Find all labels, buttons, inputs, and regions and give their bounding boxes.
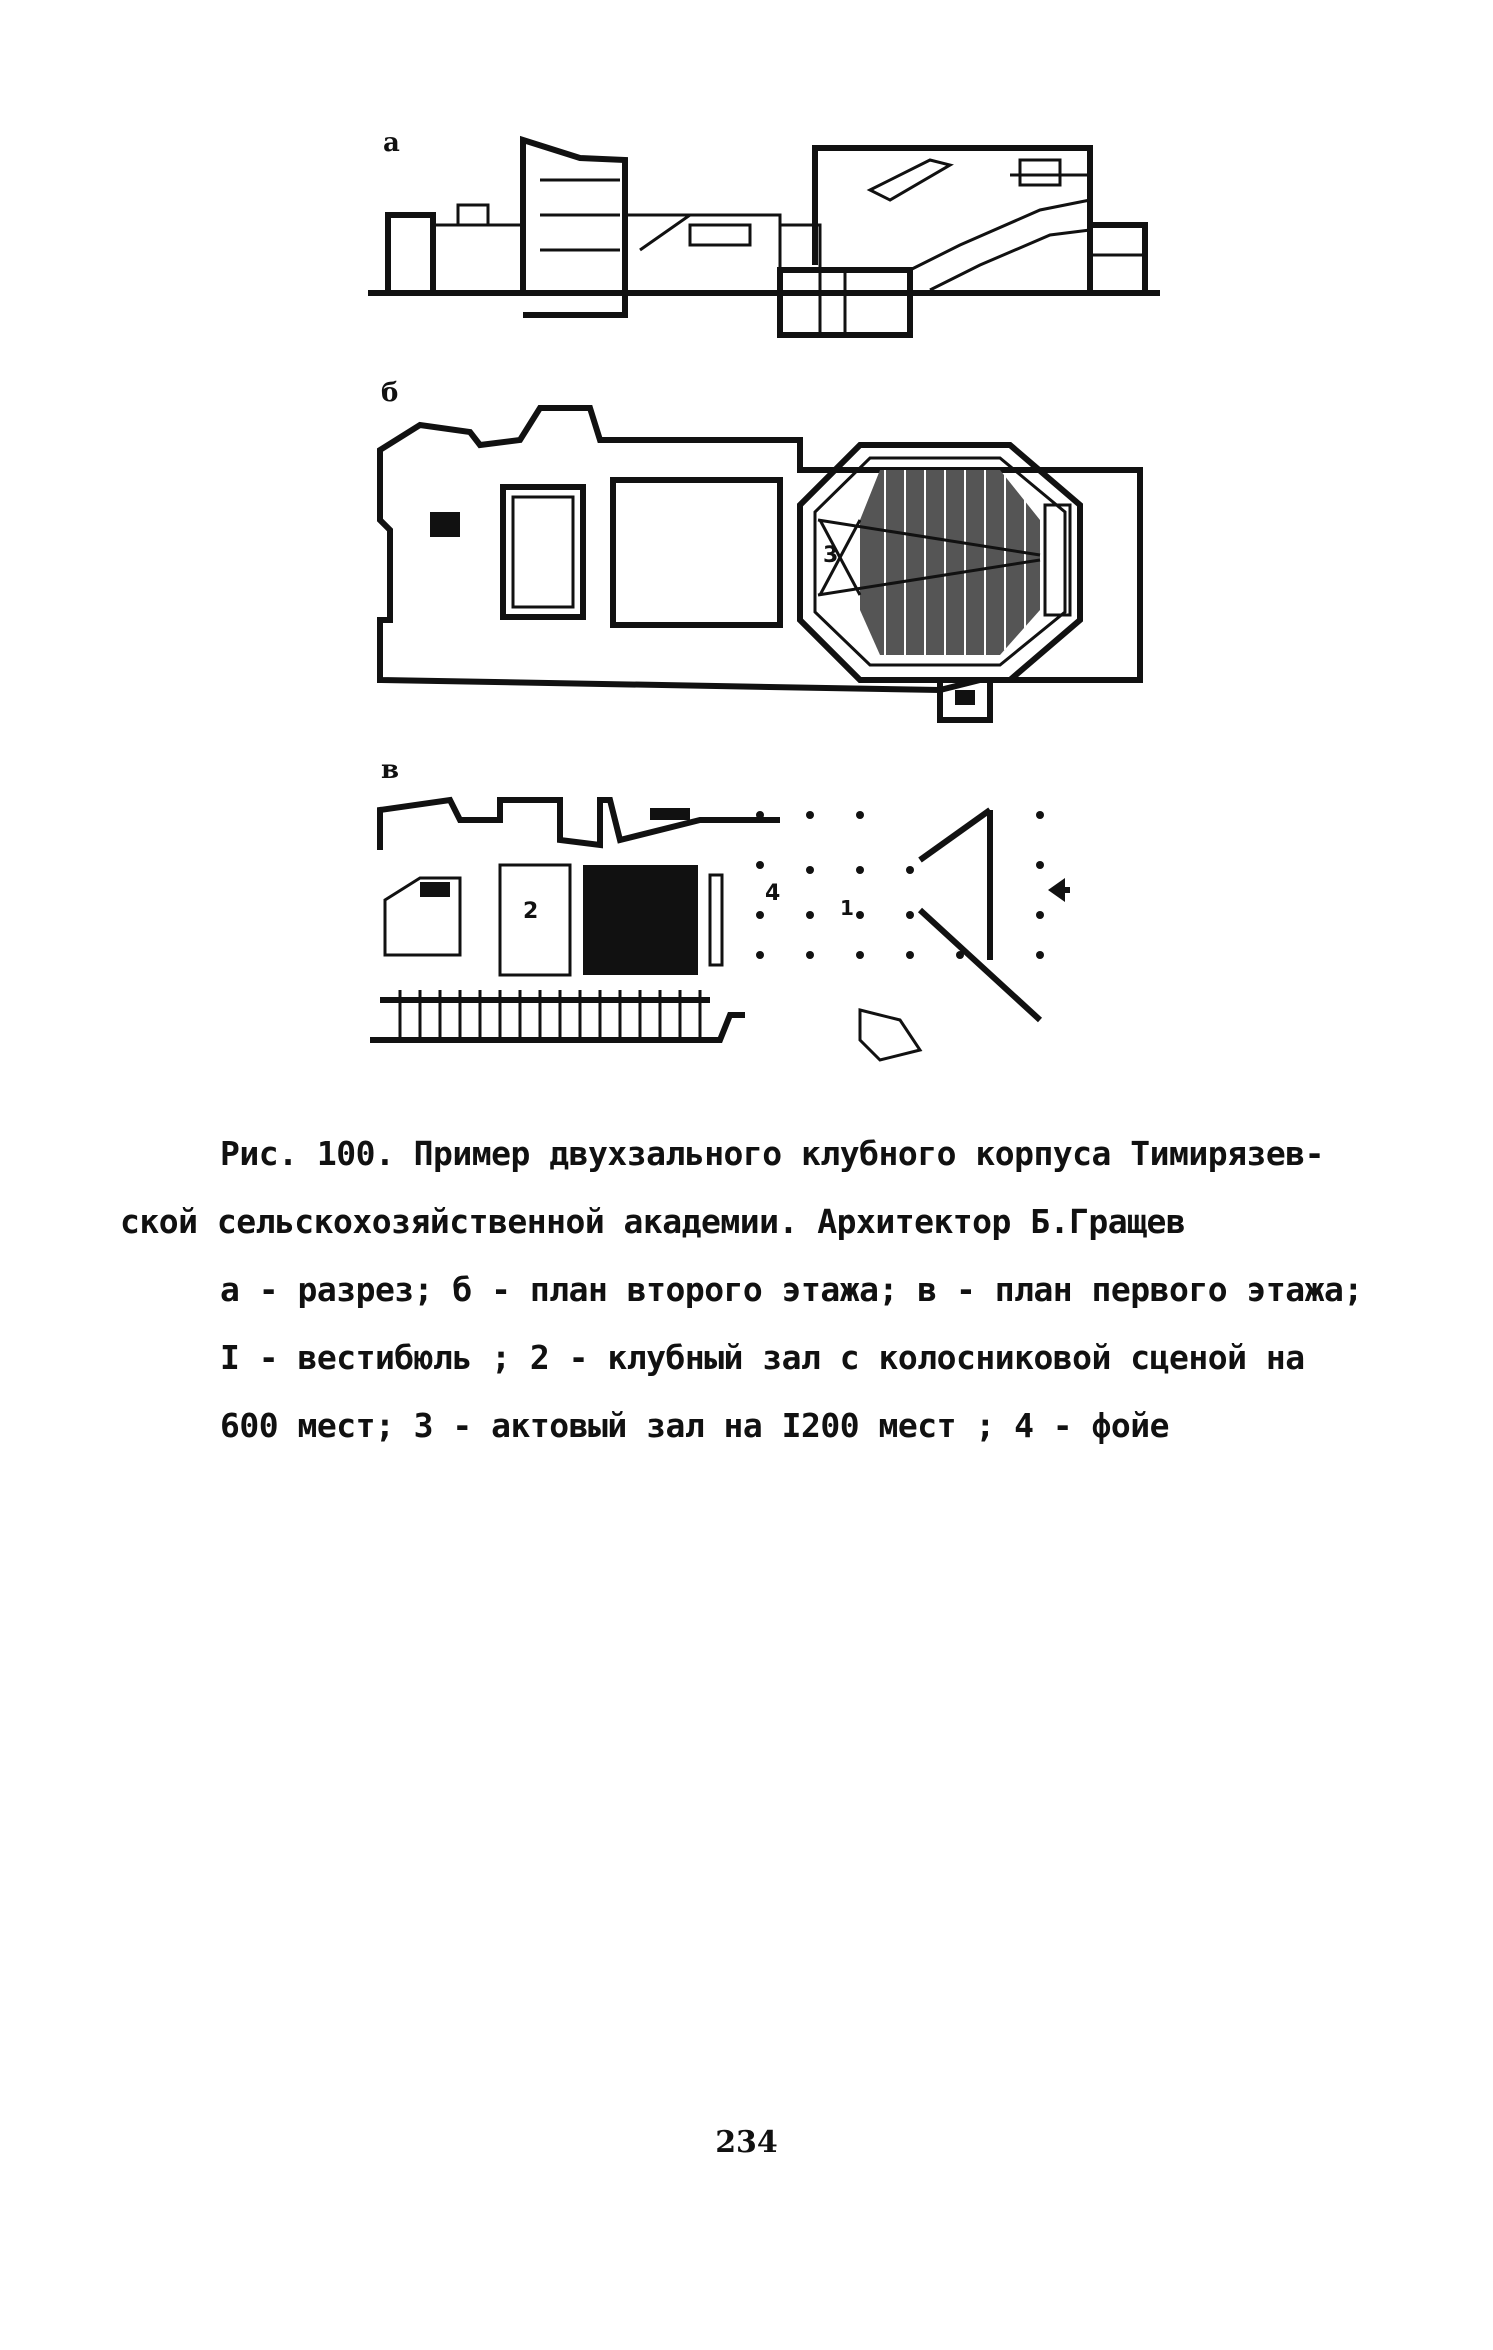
caption-line-1: Рис. 100. Пример двухзального клубного корпуса Тимирязев- <box>220 1134 1324 1173</box>
caption-line-2: ской сельскохозяйственной академии. Архитектор Б.Гращев <box>120 1202 1186 1241</box>
caption-line-4: I - вестибюль ; 2 - клубный зал с колосниковой сценой на <box>220 1338 1305 1377</box>
first-floor-plan <box>370 800 1070 1060</box>
page-number: 234 <box>715 2125 778 2160</box>
second-floor-plan <box>380 408 1140 720</box>
architectural-figure <box>0 0 1493 1080</box>
figure-caption <box>120 1120 1400 1460</box>
caption-line-3: а - разрез; б - план второго этажа; в - план первого этажа; <box>220 1270 1363 1309</box>
caption-line-5: 600 мест; 3 - актовый зал на I200 мест ; 4 - фойе <box>220 1406 1170 1445</box>
label-b: б <box>381 378 399 408</box>
section-drawing <box>368 140 1160 335</box>
hall-number-3: 3 <box>823 543 839 568</box>
hall-number-1: 1 <box>840 896 854 920</box>
hall-number-2: 2 <box>523 899 539 924</box>
hall-number-4: 4 <box>765 881 781 906</box>
label-v: в <box>381 755 400 785</box>
label-a: а <box>383 128 400 158</box>
